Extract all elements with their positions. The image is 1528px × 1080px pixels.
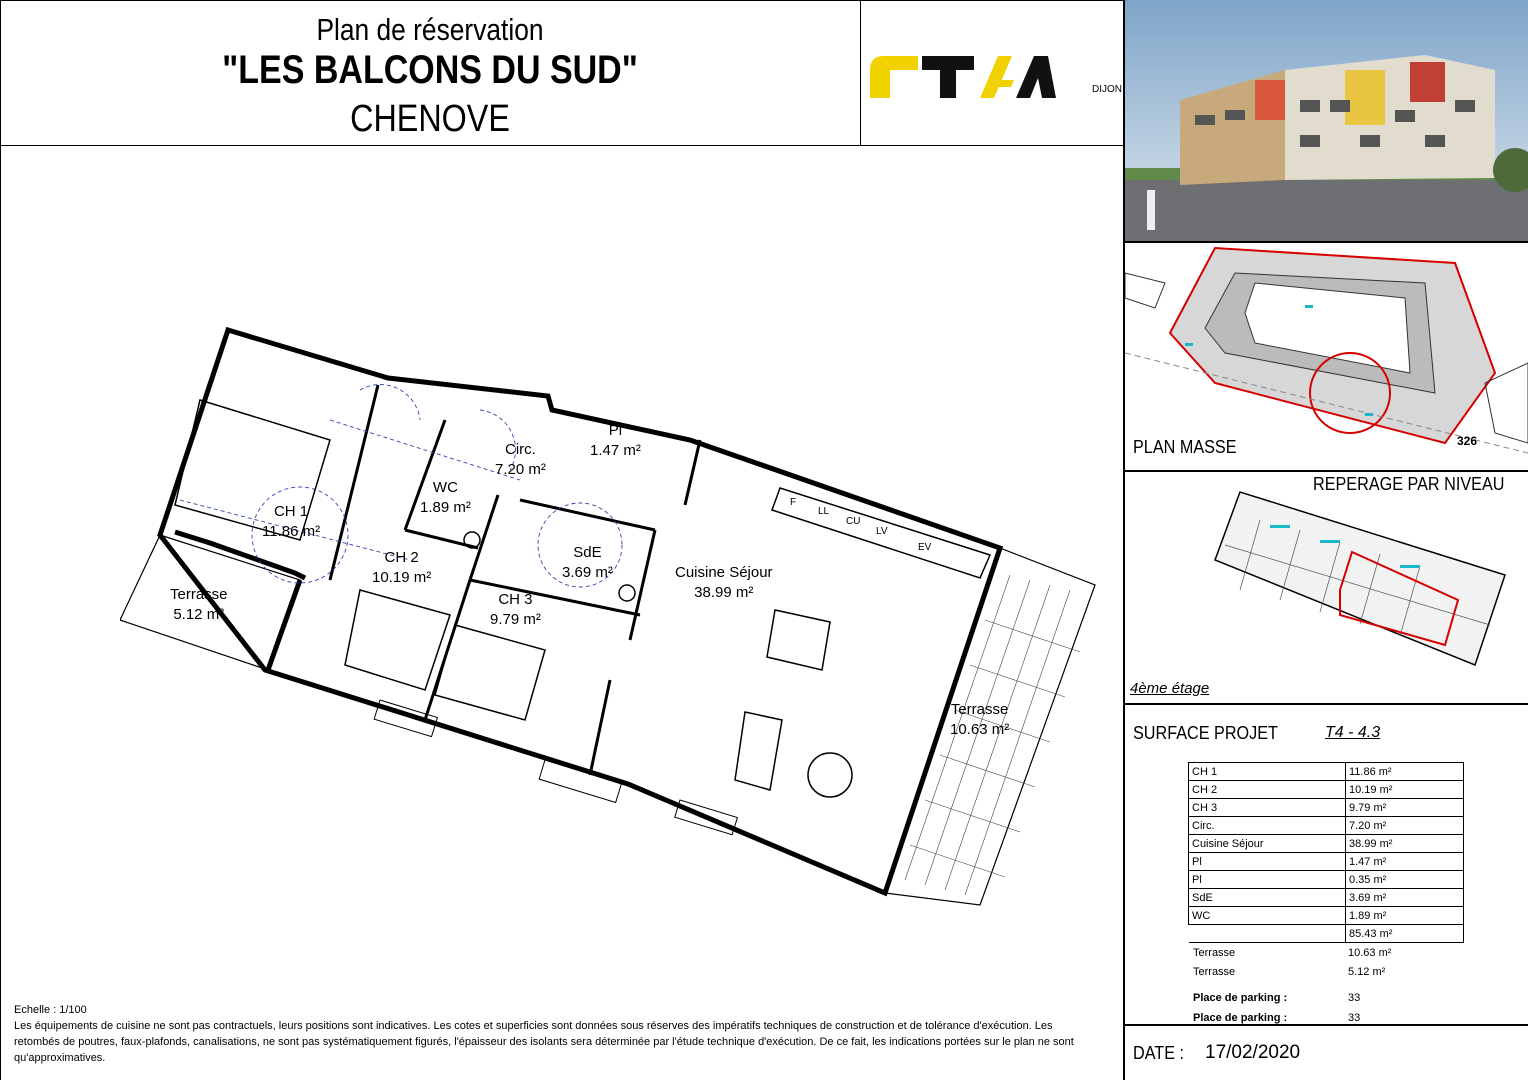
- date-label: DATE :: [1133, 1043, 1185, 1063]
- logo-city: DIJON: [1092, 84, 1122, 95]
- level-plan-thumbnail: [1200, 490, 1510, 670]
- floor-plan: [120, 320, 1110, 920]
- surface-table-row: [1189, 925, 1464, 943]
- footer-note: [14, 1002, 1089, 1066]
- title-line-3: CHENOVE: [350, 98, 510, 140]
- room-ch2: [372, 548, 431, 588]
- surface-area-cell: 11.86 m²: [1346, 763, 1464, 781]
- kitchen-label-cu: CU: [846, 516, 861, 527]
- scale-label: Echelle : 1/100: [14, 1004, 87, 1016]
- surface-table-row: [1189, 835, 1464, 853]
- side-rule-3: [1123, 703, 1528, 705]
- surface-room-cell: SdE: [1189, 889, 1346, 907]
- extra-label-2: Place de parking :: [1193, 992, 1288, 1004]
- surface-area-cell: 1.89 m²: [1346, 907, 1464, 925]
- room-pl-area: 1.47 m²: [590, 442, 641, 459]
- outer-wall: [160, 330, 1000, 893]
- surface-area-cell: 85.43 m²: [1346, 925, 1464, 943]
- surface-projet-heading: SURFACE PROJET: [1133, 723, 1278, 743]
- disclaimer-text: Les équipements de cuisine ne sont pas contractuels, leurs positions sont indicatives. Les cotes et superficies sont données sous réserves des impératifs techniques de construction et de tolérance d'exécution. Les retombés de poutres, faux-plafonds, canalisations, ne sont pas systématiquement figurés, l'épaisseur des isolants sera déterminée par l'étude technique d'exécution. De ce fait, les indications portées sur le plan ne sont qu'approximatives.: [14, 1020, 1074, 1064]
- surface-table-row: [1189, 817, 1464, 835]
- surface-area-cell: 0.35 m²: [1346, 871, 1464, 889]
- surface-table-row: [1189, 763, 1464, 781]
- room-pl-name: Pl: [608, 422, 623, 439]
- room-circ: [495, 440, 546, 480]
- surface-room-cell: Pl: [1189, 871, 1346, 889]
- lot-reference: T4 - 4.3: [1325, 724, 1381, 741]
- room-circ-name: Circ.: [505, 441, 536, 458]
- surface-table-row: [1189, 799, 1464, 817]
- room-ch3-area: 9.79 m²: [490, 611, 541, 628]
- surface-table-row: [1189, 907, 1464, 925]
- side-rule-2: [1123, 470, 1528, 472]
- surface-table-row: [1189, 871, 1464, 889]
- room-ch1-area: 11.86 m²: [262, 523, 321, 540]
- reperage-heading: REPERAGE PAR NIVEAU: [1313, 474, 1505, 494]
- room-terrasse-west-name: Terrasse: [170, 586, 228, 603]
- room-pl: [590, 421, 641, 461]
- extra-value-3: 33: [1348, 1012, 1361, 1024]
- surface-table-row: [1189, 781, 1464, 799]
- plot-number: 326: [1457, 434, 1478, 448]
- room-wc-name: WC: [432, 479, 458, 496]
- header-bottom-rule: [0, 145, 1124, 146]
- room-terrasse-west: [170, 585, 228, 625]
- extra-label-0: Terrasse: [1193, 947, 1236, 959]
- extra-label-3: Place de parking :: [1193, 1012, 1288, 1024]
- room-ch2-area: 10.19 m²: [372, 569, 432, 586]
- room-sejour: [675, 563, 773, 603]
- surface-table: [1188, 762, 1464, 943]
- room-sde-area: 3.69 m²: [562, 564, 613, 581]
- kitchen-label-ll: LL: [818, 506, 830, 517]
- surface-table-row: [1189, 853, 1464, 871]
- title-line-2: "LES BALCONS DU SUD": [222, 48, 638, 92]
- kitchen-label-ev: EV: [918, 542, 932, 553]
- header-divider: [860, 0, 861, 145]
- extra-label-1: Terrasse: [1193, 966, 1236, 978]
- building-render-image: [1125, 0, 1528, 241]
- date-value: 17/02/2020: [1205, 1042, 1301, 1063]
- surface-room-cell: [1189, 925, 1346, 943]
- surface-room-cell: Cuisine Séjour: [1189, 835, 1346, 853]
- surface-area-cell: 10.19 m²: [1346, 781, 1464, 799]
- company-logo: [866, 50, 1121, 105]
- surface-table-row: [1189, 889, 1464, 907]
- frame-left: [0, 0, 1, 1080]
- room-ch1: [262, 502, 320, 542]
- title-block: [0, 0, 860, 145]
- room-sde: [562, 543, 613, 583]
- room-sde-name: SdE: [573, 544, 602, 561]
- room-terrasse-east-area: 10.63 m²: [950, 721, 1010, 738]
- room-terrasse-west-area: 5.12 m²: [173, 606, 225, 623]
- room-ch3: [490, 590, 541, 630]
- surface-area-cell: 38.99 m²: [1346, 835, 1464, 853]
- logo-mark: [866, 50, 1121, 105]
- room-ch1-name: CH 1: [273, 503, 309, 520]
- room-wc-area: 1.89 m²: [420, 499, 471, 516]
- plan-masse-label: PLAN MASSE: [1133, 437, 1237, 457]
- extra-value-1: 5.12 m²: [1348, 966, 1386, 978]
- room-ch2-name: CH 2: [384, 549, 419, 566]
- extra-value-0: 10.63 m²: [1348, 947, 1392, 959]
- room-ch3-name: CH 3: [498, 591, 533, 608]
- surface-room-cell: Pl: [1189, 853, 1346, 871]
- room-terrasse-east-name: Terrasse: [950, 701, 1009, 718]
- surface-room-cell: CH 3: [1189, 799, 1346, 817]
- surface-room-cell: CH 1: [1189, 763, 1346, 781]
- kitchen-label-lv: LV: [876, 526, 888, 537]
- surface-room-cell: WC: [1189, 907, 1346, 925]
- level-label: 4ème étage: [1130, 680, 1210, 697]
- title-line-1: Plan de réservation: [316, 12, 544, 47]
- extra-value-2: 33: [1348, 992, 1361, 1004]
- surface-area-cell: 9.79 m²: [1346, 799, 1464, 817]
- surface-area-cell: 3.69 m²: [1346, 889, 1464, 907]
- kitchen-label-fridge: F: [790, 497, 797, 508]
- room-circ-area: 7.20 m²: [495, 461, 546, 478]
- room-terrasse-east: [950, 700, 1009, 740]
- surface-area-cell: 1.47 m²: [1346, 853, 1464, 871]
- side-rule-4: [1123, 1024, 1528, 1026]
- surface-room-cell: CH 2: [1189, 781, 1346, 799]
- room-wc: [420, 478, 471, 518]
- surface-room-cell: Circ.: [1189, 817, 1346, 835]
- room-sejour-area: 38.99 m²: [694, 584, 754, 601]
- room-sejour-name: Cuisine Séjour: [675, 564, 773, 581]
- surface-area-cell: 7.20 m²: [1346, 817, 1464, 835]
